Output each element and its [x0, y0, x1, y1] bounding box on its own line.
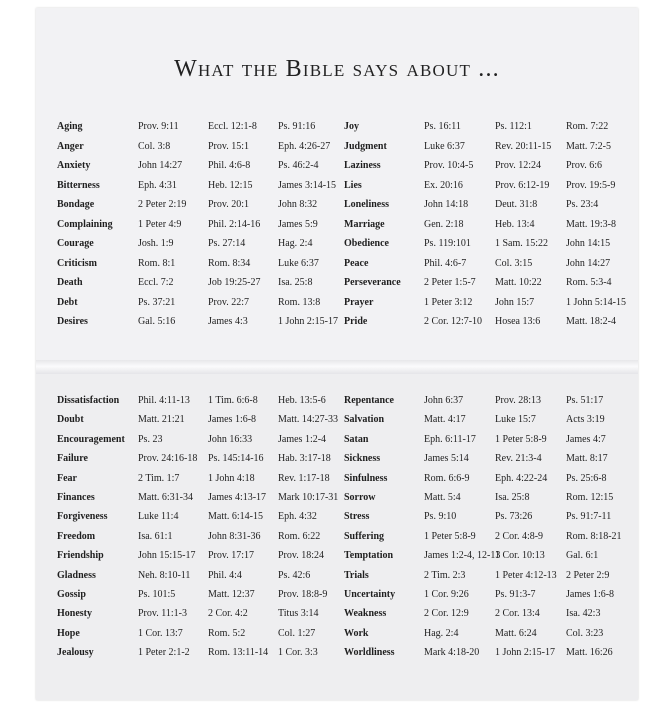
left-verse-3: Isa. 25:8	[278, 277, 313, 288]
right-verse-1: Rom. 6:6-9	[424, 472, 470, 484]
left-topic: Anxiety	[57, 160, 91, 171]
right-verse-2: 1 Sam. 15:22	[495, 238, 549, 249]
right-verse-3: Ps. 91:7-11	[566, 511, 612, 523]
right-verse-2: Matt. 6:24	[495, 627, 537, 639]
left-verse-1: Matt. 21:21	[138, 414, 185, 426]
left-verse-3: James 1:2-4	[278, 433, 327, 445]
left-verse-3: Hag. 2:4	[278, 238, 313, 249]
left-topic: Anger	[57, 140, 84, 152]
left-verse-3: Eph. 4:26-27	[278, 140, 331, 152]
lower-panel	[36, 374, 638, 700]
right-verse-3: Matt. 7:2-5	[566, 140, 611, 152]
right-verse-1: Matt. 4:17	[424, 414, 466, 426]
right-verse-3: Gal. 6:1	[566, 550, 599, 562]
table-row	[36, 588, 638, 608]
left-verse-1: Isa. 61:1	[138, 530, 173, 542]
right-verse-1: Phil. 4:6-7	[424, 257, 467, 269]
left-verse-2: Phil. 2:14-16	[208, 218, 261, 230]
left-topic: Courage	[57, 238, 94, 249]
left-verse-3: Ps. 91:16	[278, 121, 316, 132]
left-topic: Forgiveness	[57, 511, 108, 523]
left-verse-1: Prov. 9:11	[138, 121, 179, 132]
left-verse-2: James 1:6-8	[208, 414, 257, 426]
right-topic: Satan	[344, 433, 369, 445]
left-verse-2: Matt. 12:37	[208, 589, 255, 600]
right-verse-3: Ps. 23:4	[566, 199, 599, 210]
left-topic: Jealousy	[57, 647, 94, 659]
right-verse-3: Isa. 42:3	[566, 608, 601, 620]
right-topic: Marriage	[344, 218, 385, 230]
left-verse-2: Phil. 4:4	[208, 569, 242, 581]
left-topic: Death	[57, 277, 83, 288]
right-verse-3: Ps. 25:6-8	[566, 472, 607, 484]
left-verse-3: Mark 10:17-31	[278, 492, 339, 503]
left-topic: Desires	[57, 316, 88, 327]
left-verse-2: Prov. 20:1	[208, 199, 250, 210]
right-topic: Prayer	[344, 296, 374, 308]
table-row	[36, 140, 638, 160]
right-topic: Stress	[344, 511, 370, 523]
table-row	[36, 627, 638, 647]
right-verse-1: 2 Cor. 12:7-10	[424, 316, 483, 327]
right-verse-1: James 5:14	[424, 453, 469, 465]
left-verse-3: James 3:14-15	[278, 179, 337, 191]
left-verse-1: Gal. 5:16	[138, 316, 176, 327]
right-topic: Repentance	[344, 395, 394, 406]
left-verse-3: Heb. 13:5-6	[278, 395, 326, 406]
right-verse-2: Rev. 20:11-15	[495, 140, 552, 152]
table-row	[36, 646, 638, 666]
right-topic: Joy	[344, 121, 359, 132]
left-topic: Bitterness	[57, 179, 100, 191]
left-verse-2: James 4:3	[208, 316, 248, 327]
right-verse-1: Prov. 10:4-5	[424, 160, 474, 171]
right-verse-2: 2 Cor. 4:8-9	[495, 530, 544, 542]
right-verse-1: Ps. 119:101	[424, 238, 471, 249]
right-verse-2: Ps. 73:26	[495, 511, 533, 523]
left-topic: Criticism	[57, 257, 97, 269]
right-topic: Weakness	[344, 608, 387, 620]
left-verse-2: John 8:31-36	[208, 530, 261, 542]
right-verse-2: Ps. 91:3-7	[495, 589, 536, 600]
right-topic: Uncertainty	[344, 589, 396, 600]
left-verse-1: Neh. 8:10-11	[138, 569, 191, 581]
left-topic: Gladness	[57, 569, 96, 581]
right-verse-3: James 4:7	[566, 433, 606, 445]
left-topic: Bondage	[57, 199, 95, 210]
left-verse-3: Ps. 42:6	[278, 569, 311, 581]
right-verse-2: Eph. 4:22-24	[495, 472, 548, 484]
right-verse-1: 1 Peter 3:12	[424, 296, 473, 308]
left-topic: Fear	[57, 472, 77, 484]
left-verse-2: Job 19:25-27	[208, 277, 261, 288]
left-topic: Gossip	[57, 589, 86, 600]
right-topic: Sickness	[344, 453, 381, 465]
left-verse-1: John 14:27	[138, 160, 183, 171]
left-verse-1: Prov. 11:1-3	[138, 608, 187, 620]
table-row	[36, 218, 638, 238]
right-verse-1: John 14:18	[424, 199, 469, 210]
right-verse-3: Matt. 8:17	[566, 453, 608, 465]
right-verse-2: 1 Peter 4:12-13	[495, 569, 557, 581]
left-topic: Complaining	[57, 218, 113, 230]
left-verse-2: Heb. 12:15	[208, 179, 253, 191]
right-verse-3: Rom. 7:22	[566, 121, 609, 132]
left-verse-3: Col. 1:27	[278, 627, 316, 639]
left-verse-3: Rom. 6:22	[278, 530, 321, 542]
right-verse-3: Rom. 8:18-21	[566, 530, 622, 542]
right-verse-2: 2 Cor. 13:4	[495, 608, 540, 620]
upper-panel	[36, 8, 638, 360]
left-verse-3: Prov. 18:24	[278, 550, 325, 562]
right-topic: Sorrow	[344, 492, 376, 503]
left-topic: Friendship	[57, 550, 104, 562]
table-row	[36, 198, 638, 218]
left-verse-1: 2 Tim. 1:7	[138, 472, 180, 484]
right-topic: Suffering	[344, 530, 384, 542]
page-fold	[36, 360, 638, 374]
left-verse-1: John 15:15-17	[138, 550, 196, 562]
left-topic: Freedom	[57, 530, 96, 542]
right-verse-1: 1 Cor. 9:26	[424, 589, 469, 600]
right-verse-3: John 14:15	[566, 238, 611, 249]
right-verse-2: Rev. 21:3-4	[495, 453, 542, 465]
right-topic: Perseverance	[344, 277, 401, 288]
left-verse-1: 1 Cor. 13:7	[138, 627, 183, 639]
right-verse-2: Prov. 12:24	[495, 160, 542, 171]
right-verse-2: Matt. 10:22	[495, 277, 542, 288]
left-verse-1: Ps. 23	[138, 433, 163, 445]
table-row	[36, 179, 638, 199]
table-row	[36, 257, 638, 277]
right-topic: Temptation	[344, 550, 394, 562]
left-topic: Debt	[57, 296, 78, 308]
right-verse-1: Luke 6:37	[424, 140, 465, 152]
left-verse-1: 2 Peter 2:19	[138, 199, 187, 210]
right-topic: Obedience	[344, 238, 389, 249]
left-verse-3: Prov. 18:8-9	[278, 589, 328, 600]
right-verse-3: James 1:6-8	[566, 589, 615, 600]
table-row	[36, 491, 638, 511]
right-verse-1: Ex. 20:16	[424, 179, 463, 191]
right-verse-2: 1 Cor. 10:13	[495, 550, 545, 562]
right-verse-3: Matt. 19:3-8	[566, 218, 616, 230]
right-verse-1: 2 Tim. 2:3	[424, 569, 466, 581]
left-verse-3: 1 Cor. 3:3	[278, 647, 318, 659]
right-verse-3: Matt. 16:26	[566, 647, 613, 659]
left-verse-2: 1 Tim. 6:6-8	[208, 395, 258, 406]
left-verse-1: Col. 3:8	[138, 140, 171, 152]
right-verse-3: Acts 3:19	[566, 414, 605, 426]
table-row	[36, 510, 638, 530]
left-verse-2: John 16:33	[208, 433, 253, 445]
table-row	[36, 433, 638, 453]
left-verse-3: Matt. 14:27-33	[278, 414, 338, 426]
right-verse-3: Prov. 19:5-9	[566, 179, 616, 191]
left-topic: Aging	[57, 121, 83, 132]
left-verse-1: Luke 11:4	[138, 511, 179, 523]
bible-reference-sheet	[36, 8, 638, 700]
right-verse-2: Luke 15:7	[495, 414, 536, 426]
right-verse-2: Prov. 28:13	[495, 395, 542, 406]
table-row	[36, 276, 638, 296]
right-topic: Worldliness	[344, 647, 395, 659]
right-verse-3: Rom. 5:3-4	[566, 277, 612, 288]
left-verse-2: Prov. 17:17	[208, 550, 255, 562]
right-verse-2: 1 John 2:15-17	[495, 647, 555, 659]
right-verse-1: Gen. 2:18	[424, 218, 464, 230]
right-verse-2: Col. 3:15	[495, 257, 533, 269]
right-topic: Peace	[344, 257, 369, 269]
right-verse-2: Hosea 13:6	[495, 316, 541, 327]
left-verse-2: Prov. 15:1	[208, 140, 250, 152]
left-verse-3: John 8:32	[278, 199, 318, 210]
right-verse-2: Ps. 112:1	[495, 121, 532, 132]
right-verse-2: John 15:7	[495, 296, 535, 308]
table-row	[36, 159, 638, 179]
left-verse-1: Prov. 24:16-18	[138, 453, 198, 465]
right-verse-1: 2 Cor. 12:9	[424, 608, 469, 620]
left-verse-1: Eccl. 7:2	[138, 277, 174, 288]
left-verse-3: Titus 3:14	[278, 608, 319, 620]
left-topic: Doubt	[57, 414, 84, 426]
right-verse-1: Hag. 2:4	[424, 627, 459, 639]
right-topic: Laziness	[344, 160, 381, 171]
right-verse-3: Prov. 6:6	[566, 160, 603, 171]
left-verse-2: Matt. 6:14-15	[208, 511, 263, 523]
right-verse-1: John 6:37	[424, 395, 464, 406]
left-verse-1: 1 Peter 4:9	[138, 218, 182, 230]
left-verse-3: Hab. 3:17-18	[278, 453, 331, 465]
left-verse-1: Ps. 37:21	[138, 296, 176, 308]
right-verse-3: Matt. 18:2-4	[566, 316, 616, 327]
right-verse-1: 1 Peter 5:8-9	[424, 530, 476, 542]
right-topic: Work	[344, 627, 369, 639]
left-verse-2: Rom. 8:34	[208, 257, 251, 269]
right-verse-3: 2 Peter 2:9	[566, 569, 610, 581]
left-verse-3: Rom. 13:8	[278, 296, 321, 308]
right-verse-3: Col. 3:23	[566, 627, 604, 639]
left-verse-2: Eccl. 12:1-8	[208, 121, 257, 132]
left-verse-1: 1 Peter 2:1-2	[138, 647, 190, 659]
left-verse-2: Ps. 27:14	[208, 238, 246, 249]
left-topic: Finances	[57, 492, 95, 503]
right-verse-2: Prov. 6:12-19	[495, 179, 550, 191]
left-verse-1: Matt. 6:31-34	[138, 492, 193, 503]
left-verse-1: Eph. 4:31	[138, 179, 177, 191]
table-row	[36, 296, 638, 316]
table-row	[36, 315, 638, 335]
left-verse-3: 1 John 2:15-17	[278, 316, 338, 327]
left-verse-3: James 5:9	[278, 218, 318, 230]
left-verse-1: Josh. 1:9	[138, 238, 174, 249]
left-verse-3: Ps. 46:2-4	[278, 160, 319, 171]
right-verse-3: 1 John 5:14-15	[566, 296, 626, 308]
table-row	[36, 472, 638, 492]
right-verse-1: 2 Peter 1:5-7	[424, 277, 476, 288]
right-verse-1: Ps. 16:11	[424, 121, 461, 132]
right-topic: Trials	[344, 569, 369, 581]
left-verse-2: Prov. 22:7	[208, 296, 250, 308]
right-verse-1: Ps. 9:10	[424, 511, 457, 523]
right-topic: Salvation	[344, 414, 385, 426]
left-verse-2: Rom. 5:2	[208, 627, 246, 639]
left-topic: Failure	[57, 453, 88, 465]
right-topic: Pride	[344, 316, 368, 327]
right-topic: Loneliness	[344, 199, 390, 210]
right-topic: Sinfulness	[344, 472, 388, 484]
left-verse-2: 1 John 4:18	[208, 472, 255, 484]
table-row	[36, 452, 638, 472]
right-verse-2: Deut. 31:8	[495, 199, 538, 210]
left-topic: Honesty	[57, 608, 92, 620]
left-verse-2: Rom. 13:11-14	[208, 647, 269, 659]
left-verse-3: Luke 6:37	[278, 257, 319, 269]
left-verse-2: James 4:13-17	[208, 492, 267, 503]
right-topic: Judgment	[344, 140, 387, 152]
table-row	[36, 549, 638, 569]
table-row	[36, 237, 638, 257]
left-verse-3: Eph. 4:32	[278, 511, 317, 523]
left-verse-1: Rom. 8:1	[138, 257, 176, 269]
right-verse-1: Mark 4:18-20	[424, 647, 480, 659]
right-verse-2: Isa. 25:8	[495, 492, 530, 503]
right-verse-1: James 1:2-4, 12-13	[424, 550, 501, 562]
right-verse-2: Heb. 13:4	[495, 218, 535, 230]
left-topic: Dissatisfaction	[57, 395, 120, 406]
right-verse-3: Ps. 51:17	[566, 395, 604, 406]
right-verse-3: Rom. 12:15	[566, 492, 614, 503]
left-verse-2: Ps. 145:14-16	[208, 453, 264, 465]
right-verse-1: Eph. 6:11-17	[424, 433, 476, 445]
left-verse-2: 2 Cor. 4:2	[208, 608, 248, 620]
table-row	[36, 120, 638, 140]
table-row	[36, 607, 638, 627]
table-row	[36, 394, 638, 414]
right-verse-3: John 14:27	[566, 257, 611, 269]
page-title: What the Bible says about ...	[174, 56, 500, 82]
left-verse-3: Rev. 1:17-18	[278, 472, 330, 484]
table-row	[36, 530, 638, 550]
right-verse-1: Matt. 5:4	[424, 492, 461, 503]
left-verse-1: Phil. 4:11-13	[138, 395, 190, 406]
left-topic: Encouragement	[57, 433, 125, 445]
left-topic: Hope	[57, 627, 80, 639]
left-verse-2: Phil. 4:6-8	[208, 160, 251, 171]
right-verse-2: 1 Peter 5:8-9	[495, 433, 547, 445]
table-row	[36, 569, 638, 589]
left-verse-1: Ps. 101:5	[138, 589, 176, 600]
right-topic: Lies	[344, 179, 362, 191]
table-row	[36, 413, 638, 433]
